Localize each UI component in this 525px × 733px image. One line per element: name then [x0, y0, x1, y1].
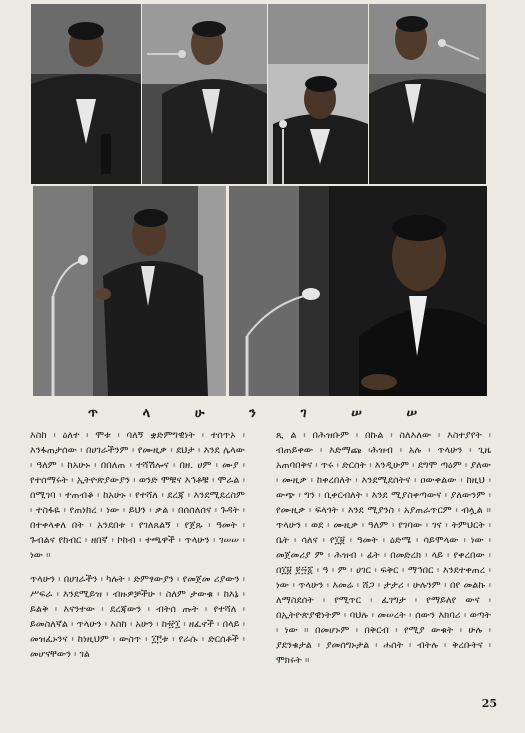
caption-letter: ሠ: [351, 406, 363, 421]
caption-letter: ላ: [142, 406, 152, 421]
caption-letter: ገ: [300, 406, 308, 421]
caption-letter: ጥ: [88, 406, 99, 421]
photo-singer-3: [268, 4, 368, 184]
caption-letter: ሁ: [194, 406, 206, 421]
photo-caption-name: [88, 406, 418, 421]
photo-microphone-singer: [369, 4, 486, 184]
paragraph: ጥላሁን ፡ በሀገራችን ፡ ካሉት ፡ ድምፃውያን ፡ የመጀመ ሪያውን ፡ ሥፍራ ፡ እንደሚይዝ ፡ ብዙዎቻችሁ ፡ ስለም ታውቁ ፡ ከእኔ ፡ ይልቅ ፡ እናንተው ፡ ደረጃውን ፡ ብትሰ ጡት ፡ የተሻለ ፡ ይመስለኛል ፡ ጥላሁን ፡ እስከ ፡ አሁን ፡ ከ፹፲ ፡ ዘፈኖች ፡ በላይ ፡ መዝፈኑንና ፡ ከነዚህም ፡ ውስጥ ፡ ፲፫ቱ ፡ የራሱ ፡ ድርሰቶች ፡ መሆናቸውን ፡ ገል: [30, 574, 245, 660]
photo-microphone-singer: [33, 186, 226, 396]
singer-portrait-icon: [31, 4, 141, 184]
photo-singer-6: [229, 186, 487, 396]
article-column-right: [276, 428, 491, 677]
photo-singer-4: [369, 4, 486, 184]
caption-letter: ሠ: [406, 406, 418, 421]
photo-microphone-singer: [229, 186, 487, 396]
photo-microphone-singer: [268, 4, 368, 184]
photo-singer-5: [33, 186, 226, 396]
photo-singer-1: [31, 4, 141, 184]
photo-microphone-singer: [142, 4, 267, 184]
photo-singer-2: [142, 4, 267, 184]
paragraph: ጺ ል ፡ በሕዝቡም ፡ በኩል ፡ ስለእለው ፡ እስተያየት ፡ ብጠይቀው ፡ እድማጩ ፡ሕዝብ ፡ አሉ ፡ ጥላሁን ፡ ጊዜ አጠባበቅና ፡ ጥሩ ፡ ድርሰት ፡ እንዲሁም ፡ ደግሞ ጣዕም ፡ ያለው ፡ ሙዚቃ ፡ ከቀረበለት ፡ እንደሚደሰትና ፡ ዐውቀልው ፡ ከዚህ ፡ ውጭ ፡ ግን ፡ ቢቀርብለት ፡ እንደ ሚያስቀጣውና ፡ ያለውንም ፡ የሙዚቃ ፡ ፍላጎት ፡ እንደ ሚያንስ ፡ አያጠራጥርም ፡ ብሏል ። ጥላሁን ፡ ወደ ፡ ሙዚቃ ፡ ዓለም ፡ የገባው ፡ ገና ፡ ትምህርት ፡ ቤት ፡ ሳለና ፡ የ፲፱ ፡ ዓመት ፡ ዕድሜ ፡ ሳይሞላው ፡ ነው ፡ መጀመሪያ ም ፡ ሕዝብ ፡ ፊት ፡ በመድረክ ፡ ላይ ፡ የቀረበው ፡ በ፲፱ ፻፵፩ ፡ ዓ ፡ ም ፡ ሀገር ፡ ፍቅር ፡ ማኅበር ፡ እንደተቀጠረ ፡ ነው ፡ ጥላሁን ፡ እመሬ ፡ ሸጋ ፡ ታታሪ ፡ ሁሉንም ፡ በየ መልኩ ፡ ለማስደሰት ፡ የሚጥር ፡ ፈገግታ ፡ የማይለየ ውና ፡ በኢትዮጵያዊነትም ፡ ባህሉ ፡ መሠረት ፡ ሰውን እክባሪ ፡ ወጣት ፡ ነው ። በመሆኑም ፡ በቅርብ ፡ የሚያ ውቁት ፡ ሁሉ ፡ ያደንቁታል ፡ ያመሰግኑታል ፡ ሐሰት ፡ ብትሉ ፡ ቅረቡትና ፡ ሞክሩት ።: [276, 430, 491, 666]
caption-letter: ን: [249, 406, 257, 421]
page-number: 25: [481, 697, 497, 710]
article-column-left: [30, 428, 245, 671]
paragraph: እስከ ፡ ዕለተ ፡ ሞቱ ፡ ባለኝ ቋድምግዊነት ፡ ተሰጥኦ ፡ እንፋጠታሰው ፡ በሀገራችንም ፡ የሙዚቃ ፡ ደህታ ፡ እንደ ሌላው ፡ ዓለም ፡ ከአሁኑ ፡ በበለጠ ፡ ተሻሽሎና ፡ በዘ. ሀም ፡ ሙያ ፡ የተሰማሩት ፡ ኢትዮጵያውያን ፡ ወንድ ሞቹና እኅቶቹ ፡ ሞራል ፡ በሚገባ ፡ ተጠብቆ ፡ ከአሁኑ ፡ የተሻለ ፡ ደረጃ ፡ እንደሚደረስም ፡ ተስፋዬ ፡ የጠነከረ ፡ ነው ፡ ይህን ፡ ቃል ፡ በሰሰለሰና ፡ ጉዳት ፡ በተቀላቀለ በት ፡ አንደበቱ ፡ የገለጸልኝ ፡ የጀጹ ፡ ዓመት ፡ ጉብልና የከብር ፡ ዘበኛ ፡ ኮከብ ፡ ተጫዋች ፡ ጥላሁን ፡ ገሠሠ ፡ ነው ።: [30, 430, 245, 561]
